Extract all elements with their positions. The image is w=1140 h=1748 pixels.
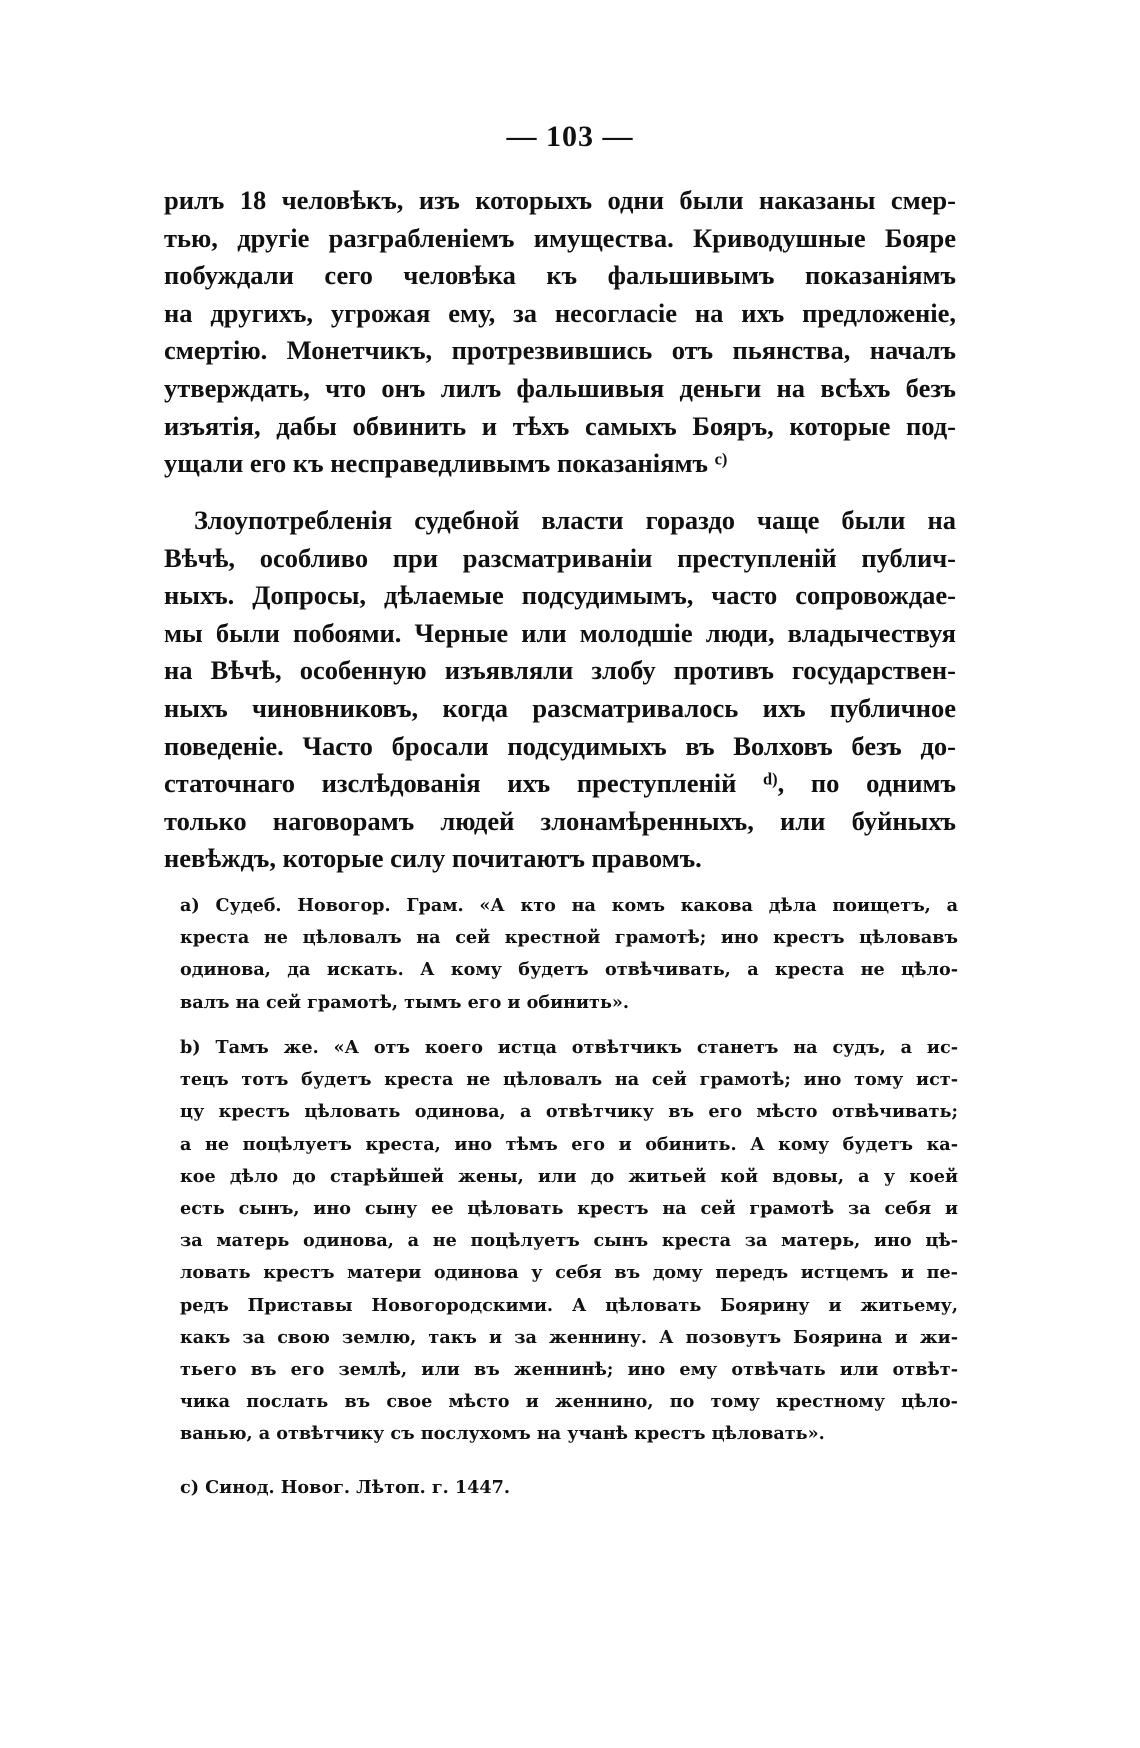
text-line: на другихъ, угрожая ему, за несогласіе на ихъ предложеніе, bbox=[164, 297, 956, 328]
footnote-line: валъ на сей грамотѣ, тымъ его и обинить». bbox=[180, 991, 630, 1013]
footnote-line: ловать крестъ матери одинова у себя въ дому передъ истцемъ и пе- bbox=[180, 1262, 958, 1284]
footnote-line: кое дѣло до старѣйшей жены, или до житьей кой вдовы, а у коей bbox=[180, 1165, 958, 1187]
text-line: смертію. Монетчикъ, протрезвившись отъ пьянства, началъ bbox=[164, 335, 956, 366]
footnote-line: одинова, да искать. А кому будетъ отвѣчивать, а креста не цѣло- bbox=[180, 959, 958, 981]
paragraph-1 bbox=[164, 182, 956, 483]
footnote-line: редъ Приставы Новогородскими. А цѣловать Боярину и житьему, bbox=[180, 1294, 958, 1316]
text-line-content: ущали его къ несправедливымъ показаніямъ bbox=[164, 448, 708, 479]
footnote-line: тьего въ его землѣ, или въ женнинѣ; ино ему отвѣчать или отвѣт- bbox=[180, 1358, 958, 1380]
text-line: утверждать, что онъ лилъ фальшивыя деньги на всѣхъ безъ bbox=[164, 372, 956, 403]
footnote-line: тецъ тотъ будетъ креста не цѣловалъ на сей грамотѣ; ино тому ист- bbox=[180, 1069, 958, 1091]
footnote-line: b) Тамъ же. «А отъ коего истца отвѣтчикъ станетъ на судъ, а ис- bbox=[180, 1037, 958, 1058]
text-line: невѣждъ, которые силу почитаютъ правомъ. bbox=[164, 843, 702, 874]
text-line: поведеніе. Часто бросали подсудимыхъ въ Волховъ безъ до- bbox=[164, 730, 956, 761]
text-line: ныхъ. Допросы, дѣлаемые подсудимымъ, часто сопровождае- bbox=[164, 580, 956, 611]
footnote-line: а не поцѣлуетъ креста, ино тѣмъ его и обинить. А кому будетъ ка- bbox=[180, 1133, 958, 1155]
page-number: — 103 — bbox=[506, 120, 634, 153]
text-line: Злоупотребленія судебной власти гораздо чаще были на bbox=[194, 505, 956, 535]
footnote-c bbox=[180, 1472, 958, 1504]
footnote-line: а) Судеб. Новогор. Грам. «А кто на комъ какова дѣла поищетъ, а bbox=[180, 895, 958, 916]
text-line: изъятія, дабы обвинить и тѣхъ самыхъ Бояръ, которые под- bbox=[164, 410, 956, 441]
text-line: Вѣчѣ, особливо при разсматриваніи преступленій публич- bbox=[164, 542, 956, 573]
text-line bbox=[164, 445, 956, 483]
text-line-content: статочнаго изслѣдованія ихъ преступленій bbox=[164, 768, 737, 799]
text-line bbox=[164, 765, 956, 803]
footnote-line: какъ за свою землю, такъ и за женнину. А позовутъ Боярина и жи- bbox=[180, 1326, 958, 1348]
footnote-line: ванью, а отвѣтчику съ послухомъ на учанѣ крестъ цѣловать». bbox=[180, 1423, 825, 1445]
text-line: тью, другіе разграбленіемъ имущества. Криводушные Бояре bbox=[164, 222, 956, 253]
text-line: только наговорамъ людей злонамѣренныхъ, или буйныхъ bbox=[164, 805, 956, 836]
footnote-line: с) Синод. Новог. Лѣтоп. г. 1447. bbox=[180, 1477, 510, 1498]
footnote-line: есть сынъ, ино сыну ее цѣловать крестъ на сей грамотѣ за себя и bbox=[180, 1197, 958, 1219]
text-line: побуждали сего человѣка къ фальшивымъ показаніямъ bbox=[164, 260, 956, 291]
text-line: на Вѣчѣ, особенную изъявляли злобу противъ государствен- bbox=[164, 655, 956, 686]
text-line: мы были побоями. Черные или молодшіе люди, владычествуя bbox=[164, 617, 956, 648]
footnote-marker-d[interactable]: d) bbox=[763, 769, 778, 789]
footnote-line: за матерь одинова, а не поцѣлуетъ сынъ креста за матерь, ино цѣ- bbox=[180, 1230, 958, 1252]
footnote-marker-c[interactable]: c) bbox=[714, 449, 728, 469]
footnote-line: креста не цѣловалъ на сей крестной грамотѣ; ино крестъ цѣловавъ bbox=[180, 927, 958, 949]
footnote-line: чика послать въ свое мѣсто и женнино, по тому крестному цѣло- bbox=[180, 1391, 958, 1413]
text-line-continuation: , по однимъ bbox=[777, 768, 956, 799]
footnote-b bbox=[180, 1032, 958, 1450]
text-line: ныхъ чиновниковъ, когда разсматривалось ихъ публичное bbox=[164, 692, 956, 723]
footnote-line: цу крестъ цѣловать одинова, а отвѣтчику въ его мѣсто отвѣчивать; bbox=[180, 1101, 958, 1123]
text-line: рилъ 18 человѣкъ, изъ которыхъ одни были наказаны смер- bbox=[164, 185, 956, 215]
paragraph-2 bbox=[164, 502, 956, 878]
footnote-a bbox=[180, 890, 958, 1019]
